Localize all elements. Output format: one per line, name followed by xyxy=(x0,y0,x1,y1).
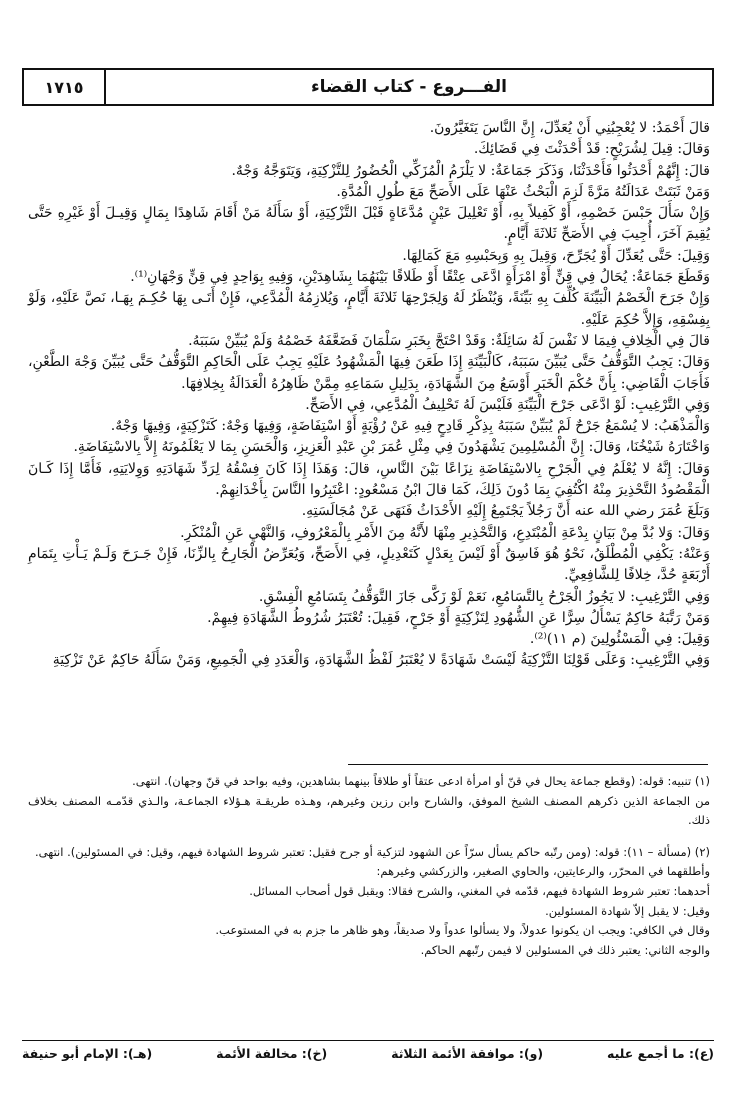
text-line: قالَ أَحْمَدُ: لا يُعْجِبُنِي أَنْ يُعَدِّلَ، إِنَّ النَّاسَ يَتَغَيَّرُونَ. xyxy=(429,120,710,136)
text-line: وَمَنْ ثَبَتَتْ عَدَالَتُهُ مَرَّةً لَزِمَ الْبَحْثُ عَنْهَا عَلَى الأَصَحِّ مَعَ طُولِ الْمُدَّةِ. xyxy=(336,183,710,200)
text-line: وَبَلَغَ عُمَرَ رضي الله عنه أَنَّ رَجُلاً يَجْتَمِعُ إِلَيْهِ الأَحْدَاثُ فَنَهَى عَنْ مُجَالَسَتِهِ. xyxy=(301,503,710,520)
text-line: وَقِيلَ: فِي الْمَسْئُولِينَ (م ١١)⁽²⁾. xyxy=(529,631,710,648)
footnote-line: وقال في الكافي: ويجب ان يكونوا عدولاً، ولا يسألوا عدواً ولا صديقاً، وهو ظاهر ما جزم به في المستوعب. xyxy=(215,923,710,938)
abbreviation-key xyxy=(22,1046,714,1061)
page-header xyxy=(22,68,714,106)
footnote-line: (١) تنبيه: قوله: (وقطع جماعة يحال في قنّ أو امرأة ادعى عتقاً أو طلاقاً بينهما بشاهدين، وفيه بواحد في قنّ وجهان). انتهى. xyxy=(132,774,710,788)
text-line: وَإِنْ جَرَحَ الْخَصْمُ الْبَيِّنَةَ كُلِّفَ بِهِ بَيِّنَةً، وَيُنْظَرُ لَهُ وَلِجَرْحِهَا ثَلاثَةَ أَيَّامٍ، وَيُلازِمُهُ الْمُدَّعِي، فَإِنْ أَتَـى بِهَا حُكِـمَ بِهَـا، نَصَّ عَلَيْهِ، وَلَوْ بِفِسْقِهِ، وَإِلاَّ حُكِمَ عَلَيْهِ. xyxy=(28,290,710,328)
key-item-ha: (هـ): الإمام أبو حنيفة xyxy=(22,1046,153,1061)
page-number: ١٧١٥ xyxy=(24,70,106,104)
footnote-line: وأطلقهما في المحرّر، والرعايتين، والحاوي الصغير، والزركشي وغيرهم: xyxy=(376,864,710,879)
main-text xyxy=(28,118,710,672)
text-line: وَقالَ: وَلا بُدَّ مِنْ بَيَانٍ بِدْعَةِ الْمُبْتَدِعِ، وَالتَّحْذِيرِ مِنْهَا لأَنَّهُ مِنَ الأَمْرِ بِالْمَعْرُوفِ، وَالنَّهْيِ عَنِ الْمُنْكَرِ. xyxy=(180,524,710,541)
footer-divider xyxy=(22,1040,714,1041)
text-line: وَفِي التَّرْغِيبِ: لا يَجُوزُ الْجَرْحُ بِالتَّسَامُعِ، نَعَمْ لَوْ زَكَّى جَازَ التَّوَقُّفُ بِتَسَامُعِ الْفِسْقِ. xyxy=(258,588,710,605)
key-item-waw: (و): موافقة الأئمة الثلاثة xyxy=(391,1046,544,1061)
text-line: وَاخْتَارَهُ شَيْخُنَا، وَقالَ: إِنَّ الْمُسْلِمِينَ يَشْهَدُونَ فِي مِثْلِ عُمَرَ بْنِ عَبْدِ الْعَزِيزِ، وَالْحَسَنِ بِمَا لا يَعْلَمُونَهُ إِلاَّ بِالاسْتِفَاضَةِ. xyxy=(73,439,710,456)
footnote-line: وقيل: لا يقبل إلاّ شهادة المسئولين. xyxy=(545,903,710,918)
text-line: وَإِنْ سَأَلَ حَبْسَ خَصْمِهِ، أَوْ كَفِيلاً بِهِ، أَوْ تَعْلِيلَ عَيْنٍ مُدَّعَاةٍ قَبْلَ التَّزْكِيَةِ، أَوْ سَأَلَهُ مَنْ أَقَامَ شَاهِدًا بِمَالٍ وَقِيـلَ أَوْ غَيْرِهِ حَتَّى يُقِيمَ آخَرَ، أُجِيبَ فِي الأَصَحِّ ثَلاثَةَ أَيَّامٍ. xyxy=(28,205,710,243)
footnote-gap xyxy=(28,831,710,843)
key-item-ain: (ع): ما أجمع عليه xyxy=(607,1046,714,1061)
text-line: وَمَنْ رَتَّبَهُ حَاكِمٌ يَسْأَلُ سِرًّا عَنِ الشُّهُودِ لِتَزْكِيَةٍ أَوْ جَرْحٍ، فَقِيلَ: تُعْتَبَرُ شُرُوطُ الشَّهَادَةِ فِيهِمْ. xyxy=(207,609,710,626)
text-line: وَقالَ: إِنَّهُ لا يُعْلَمُ فِي الْجَرْحِ بِالاسْتِفَاضَةِ نِزَاعًا بَيْنَ النَّاسِ، قالَ: وَهَذَا إِذَا كَانَ فِسْقُهُ لِرَدِّ شَهَادَتِهِ وَوِلايَتِهِ، فَأَمَّا إِذَا كَـانَ الْمَقْصُودُ التَّحْذِيرَ مِنْهُ اكْتُفِيَ بِمَا دُونَ ذَلِكَ، كَمَا قالَ ابْنُ مَسْعُودٍ: اعْتَبِرُوا النَّاسَ بِأَخْدَانِهِمْ. xyxy=(28,460,710,499)
footnote-divider xyxy=(348,764,708,765)
text-line: وَقالَ: يَجِبُ التَّوَقُّفُ حَتَّى يُبَيِّنَ سَبَبَهُ، كَالْبَيِّنَةِ إِذَا طَعَنَ فِيهَا الْمَشْهُودُ عَلَيْهِ يَجِبُ عَلَى الْحَاكِمِ التَّوَقُّفُ حَتَّى يُبَيِّنَ وَجْهَ الطَّعْنِ، فَأَجَابَ الْقَاضِي: بِأَنَّ حُكْمَ الْخَبَرِ أَوْسَعُ مِنَ الشَّهَادَةِ، بِدَلِيلِ سَمَاعِهِ مِمَّنْ ظَاهِرُهُ الْعَدَالَةُ بِخِلافِهَا. xyxy=(28,354,710,392)
text-line: وَالْمَذْهَبُ: لا يُسْمَعُ جَرْحٌ لَمْ يُبَيِّنْ سَبَبَهُ بِذِكْرِ قَادِحٍ فِيهِ عَنْ رُؤْيَةٍ أَوْ اسْتِفَاضَةٍ، وَفِيهَا وَجْهٌ: كَتَزْكِيَةٍ، وَفِيهَا وَجْهٌ. xyxy=(110,418,710,435)
running-title: الفـــروع - كتاب القضاء xyxy=(310,77,507,97)
text-line: وَعَنْهُ: يَكْفِي الْمُطْلَقُ، نَحْوُ هُوَ فَاسِقٌ أَوْ لَيْسَ بِعَدْلٍ كَتَعْدِيلٍ، فِي الأَصَحِّ، وَيُعَرِّضُ الْجَارِحُ بِالزِّنَا، فَإِنْ جَـرَحَ وَلَـمْ يَـأْتِ بِتَمَامِ أَرْبَعَةٍ حُدَّ، خِلافًا لِلشَّافِعِيِّ. xyxy=(28,545,710,584)
footnote-line: أحدهما: تعتبر شروط الشهادة فيهم، قدّمه في المغني، والشرح فقالا: ويقبل قول أصحاب المسائل. xyxy=(249,883,710,898)
footnote-line: من الجماعة الذين ذكرهم المصنف الشيخ الموفق، والشارح وابن رزين وغيرهم، وهـذه طريقـة هـؤلاء الجماعـة، والـذي قدّمـه المصنف بخلاف ذلك. xyxy=(28,793,710,828)
footnote-line: والوجه الثاني: يعتبر ذلك في المسئولين لا فيمن رتّبهم الحاكم. xyxy=(420,942,710,957)
text-line: وَقِيلَ: حَتَّى يُعَدِّلَ أَوْ يُجَرِّحَ، وَقِيلَ بِهِ وَبِحَبْسِهِ مَعَ كَمَالِهَا. xyxy=(402,247,710,264)
text-line: قالَ: إِنَّهُمْ أَحْدَثُوا فَأَحْدَثْنَا، وَذَكَرَ جَمَاعَةٌ: لا يَلْزَمُ الْمُزَكِّي الْحُضُورُ لِلتَّزْكِيَةِ، وَيَتَوَجَّهُ وَجْهٌ. xyxy=(231,162,710,179)
text-line: وَفِي التَّرْغِيبِ: وَعَلَى قَوْلِنَا التَّزْكِيَةُ لَيْسَتْ شَهَادَةً لا يُعْتَبَرُ لَفْظُ الشَّهَادَةِ، وَالْعَدَدِ فِي الْجَمِيعِ، وَمَنْ سَأَلَهُ حَاكِمٌ عَنْ تَزْكِيَةِ xyxy=(52,652,710,669)
text-line: قالَ فِي الْخِلافِ فِيمَا لا نَفْسَ لَهُ سَائِلَةٌ: وَقَدْ احْتَجَّ بِخَبَرِ سَلْمَانَ فَضَعَّفَهُ خَصْمُهُ وَلَمْ يُبَيِّنْ سَبَبَهُ. xyxy=(188,332,710,349)
text-line: وَفِي التَّرْغِيبِ: لَوْ ادَّعَى جَرْحَ الْبَيِّنَةِ فَلَيْسَ لَهُ تَحْلِيفُ الْمُدَّعِي، فِي الأَصَحِّ. xyxy=(305,396,710,413)
text-line: وَقالَ: قِيلَ لِشُرَيْحٍ: قَدْ أَحْدَثْتَ فِي قَضَائِكَ. xyxy=(473,141,710,158)
text-line: وَقَطَعَ جَمَاعَةٌ: يُحَالُ فِي قِنٍّ أَوْ امْرَأَةٍ ادَّعَى عِتْقًا أَوْ طَلاقًا بَيْنَهُمَا بِشَاهِدَيْنِ، وَفِيهِ بِوَاحِدٍ فِي قِنٍّ وَجْهَانِ⁽¹⁾. xyxy=(130,269,710,286)
key-item-kha: (خ): مخالفة الأئمة xyxy=(216,1046,328,1061)
footnote-line: (٢) (مسألة – ١١): قوله: (ومن رتّبه حاكم يسأل سرّاً عن الشهود لتزكية أو جرح فقيل: تعتبر شروط الشهادة فيهم، وقيل: في المسئولين). انتهى. xyxy=(35,844,710,859)
footnotes xyxy=(28,772,710,960)
